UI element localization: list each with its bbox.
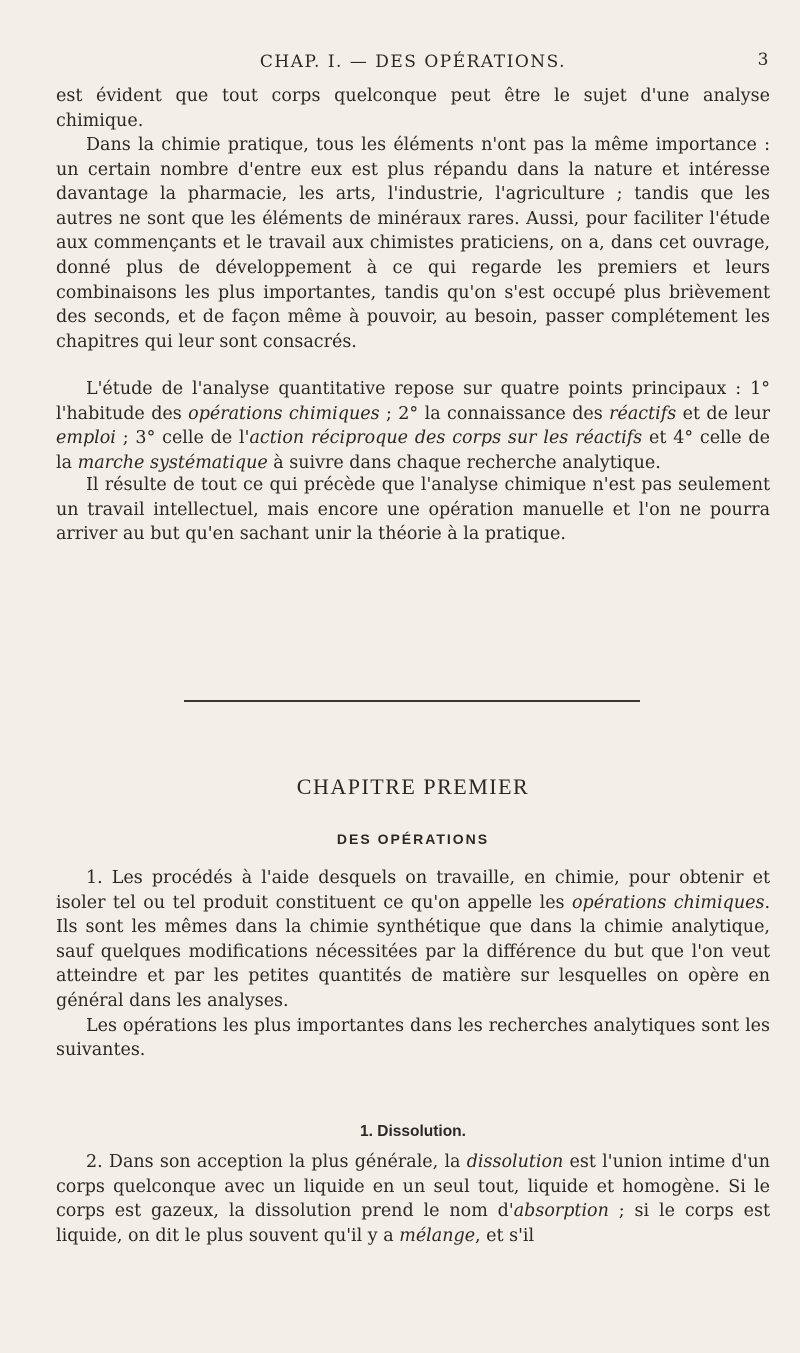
page-number: 3 — [757, 50, 770, 70]
text-run: à suivre dans chaque recherche analytique. — [267, 452, 661, 473]
text-run: est l'union intime d'un corps quelconque avec un liquide en un seul tout, liquide et homogène. Si le corps est gazeux, la dissolution prend le nom d' — [56, 1152, 770, 1222]
paragraph-text: Les opérations les plus importantes dans les recherches analytiques sont les suivantes. — [56, 1015, 770, 1061]
paragraph-continuation — [56, 84, 770, 133]
section-heading-dissolution: 1. Dissolution. — [360, 1123, 466, 1140]
paragraph-text: Il résulte de tout ce qui précède que l'analyse chimique n'est pas seulement un travail intellectuel, mais encore une opération manuelle et l'on ne pourra arriver au but qu'en sachant unir la théorie à la pratique. — [56, 475, 770, 545]
italic-term: opérations chimiques — [572, 892, 765, 913]
text-run: L'étude de l'analyse quantitative repose sur quatre points principaux : 1° l'habitude des — [56, 379, 770, 424]
italic-term: mélange — [399, 1225, 476, 1246]
italic-term: réactifs — [609, 403, 677, 424]
text-run: , et s'il — [475, 1225, 535, 1246]
chapter-subtitle: DES OPÉRATIONS — [336, 831, 490, 847]
text-run: . Ils sont les mêmes dans la chimie synthétique que dans la chimie analytique, sauf quelques modifications nécessitées par la différence du but que l'on veut atteindre et par les petites quantités de matière sur lesquelles on opère en général dans les analyses. — [56, 892, 771, 1011]
text-run: et 4° celle de la — [56, 428, 770, 473]
italic-term: action réciproque des corps sur les réactifs — [249, 428, 643, 449]
paragraph-text: est évident que tout corps quelconque peut être le sujet d'une analyse chimique. — [56, 86, 770, 131]
italic-term: opérations chimiques — [188, 403, 380, 424]
text-run: et de leur — [676, 403, 770, 424]
text-run: ; 2° la connaissance des — [379, 403, 610, 424]
running-head — [56, 52, 770, 74]
italic-term: marche systématique — [77, 452, 268, 473]
running-title: CHAP. I. — DES OPÉRATIONS. — [259, 52, 567, 72]
section-1 — [56, 866, 770, 1063]
italic-term: dissolution — [466, 1152, 564, 1172]
text-run: 1. Les procédés à l'aide desquels on travaille, en chimie, pour obtenir et isoler tel ou tel produit constituent ce qu'on appelle les — [56, 868, 770, 913]
section-2 — [56, 1150, 770, 1248]
italic-term: emploi — [56, 428, 116, 449]
italic-term: absorption — [513, 1201, 609, 1222]
text-run: ; 3° celle de l' — [115, 428, 250, 449]
horizontal-divider — [184, 700, 640, 702]
paragraph-analyse-quantitative — [56, 377, 770, 475]
chapter-title: CHAPITRE PREMIER — [296, 774, 530, 799]
paragraph-chimie-pratique — [56, 133, 770, 354]
text-run: ; si le corps est liquide, on dit le plus souvent qu'il y a — [56, 1201, 770, 1246]
text-run: 2. Dans son acception la plus générale, la — [86, 1152, 467, 1172]
paragraph-resulte — [56, 473, 770, 547]
paragraph-text: Dans la chimie pratique, tous les éléments n'ont pas la même importance : un certain nombre d'entre eux est plus répandu dans la nature et intéresse davantage la pharmacie, les arts, l'industrie, l'agriculture ; tandis que les autres ne sont que les éléments de minéraux rares. Aussi, pour faciliter l'étude aux commençants et le travail aux chimistes praticiens, on a, dans cet ouvrage, donné plus de développement à ce qui regarde les premiers et leurs combinaisons les plus importantes, tandis qu'on s'est occupé plus brièvement des seconds, et de façon même à pouvoir, au besoin, passer complétement les chapitres qui leur sont consacrés. — [56, 135, 770, 352]
